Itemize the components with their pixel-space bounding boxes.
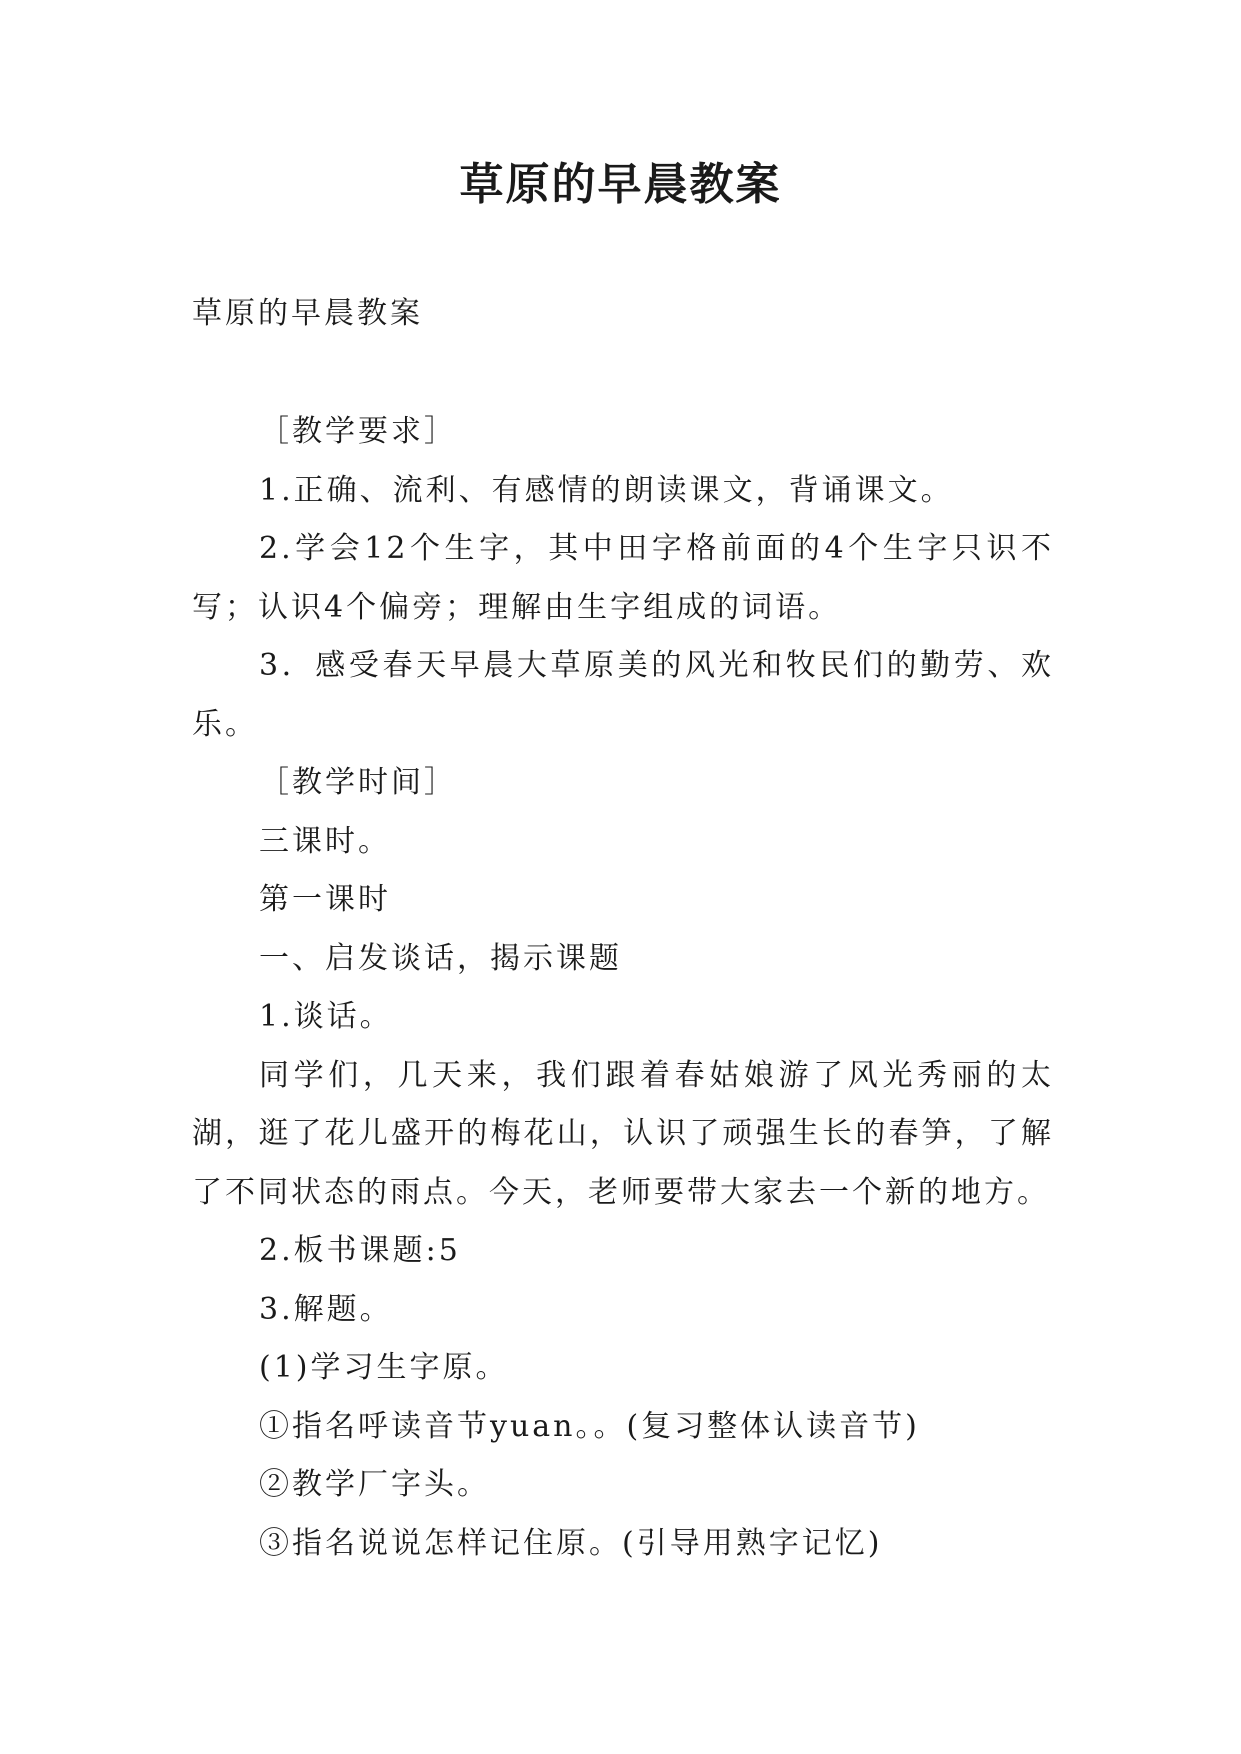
step-heading-1: 一、启发谈话，揭示课题: [259, 940, 622, 976]
sub-item-circled-1: ①指名呼读音节yuan。。(复习整体认读音节): [259, 1408, 920, 1444]
sub-item-circled-2: ②教学厂字头。: [259, 1467, 490, 1502]
section-heading-time: ［教学时间］: [259, 765, 457, 800]
document-body: [192, 403, 1054, 1573]
document-subtitle: 草原的早晨教案: [192, 296, 423, 331]
section-heading-requirements: ［教学要求］: [259, 414, 457, 449]
requirement-item-2: 2.学会12个生字，其中田字格前面的4个生字只识不写；认识4个偏旁；理解由生字组成的词语。: [192, 531, 1054, 625]
step-item-talk: 1.谈话。: [259, 999, 393, 1034]
requirement-item-1: 1.正确、流利、有感情的朗读课文，背诵课文。: [259, 472, 954, 508]
document-title: 草原的早晨教案: [459, 159, 782, 210]
talk-paragraph: 同学们，几天来，我们跟着春姑娘游了风光秀丽的太湖，逛了花儿盛开的梅花山，认识了顽强生长的春笋，了解了不同状态的雨点。今天，老师要带大家去一个新的地方。: [192, 1057, 1054, 1210]
sub-item-learn: (1)学习生字原。: [259, 1350, 509, 1385]
time-text: 三课时。: [259, 823, 391, 859]
step-item-board: 2.板书课题:5: [259, 1233, 461, 1268]
requirement-item-3: 3．感受春天早晨大草原美的风光和牧民们的勤劳、欢乐。: [192, 648, 1054, 742]
sub-item-circled-3: ③指名说说怎样记住原。(引导用熟字记忆): [259, 1525, 883, 1561]
lesson-heading: 第一课时: [259, 882, 391, 917]
step-item-explain: 3.解题。: [259, 1291, 393, 1327]
